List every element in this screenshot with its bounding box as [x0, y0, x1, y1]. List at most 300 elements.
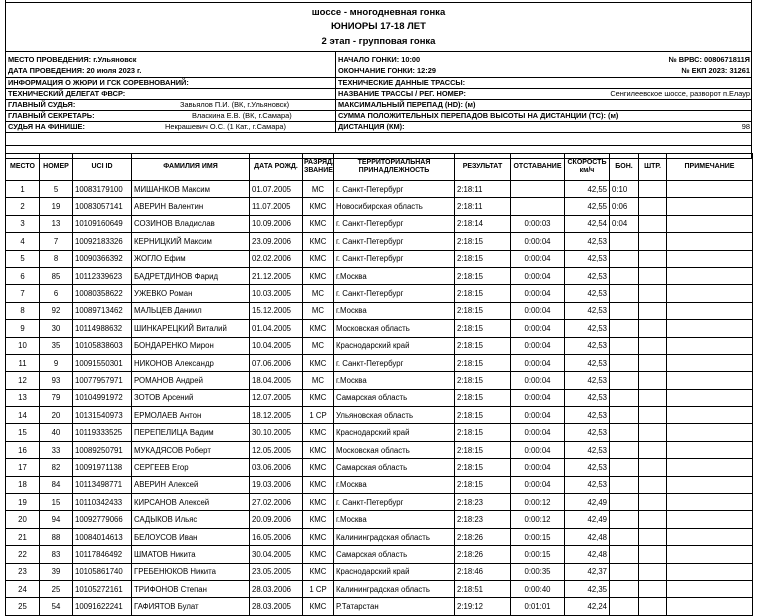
cell-bonus [610, 424, 639, 441]
table-row [6, 215, 753, 232]
cell-number: 94 [40, 511, 73, 528]
cell-birth-date: 10.03.2005 [250, 285, 303, 302]
cell-gap: 0:00:04 [511, 459, 565, 476]
race-type: шоссе - многодневная гонка [311, 7, 446, 18]
cell-birth-date: 30.04.2005 [250, 546, 303, 563]
cell-number: 7 [40, 233, 73, 250]
cell-place: 22 [6, 546, 40, 563]
cell-uci-id: 10089713462 [73, 302, 132, 319]
cell-result: 2:18:15 [455, 372, 511, 389]
cell-gap: 0:00:04 [511, 302, 565, 319]
maxdiff-label: МАКСИМАЛЬНЫЙ ПЕРЕПАД (HD): (м) [338, 100, 476, 109]
cell-uci-id: 10113498771 [73, 476, 132, 493]
track-label: НАЗВАНИЕ ТРАССЫ / РЕГ. НОМЕР: [338, 89, 466, 98]
judge-value: Завьялов П.И. (ВК, г.Ульяновск) [180, 100, 290, 109]
cell-uci-id: 10092779066 [73, 511, 132, 528]
table-row [6, 494, 753, 511]
cell-number: 39 [40, 563, 73, 580]
cell-region: г. Санкт-Петербург [334, 354, 455, 371]
cell-uci-id: 10119333525 [73, 424, 132, 441]
cell-region: г. Санкт-Петербург [334, 181, 455, 198]
cell-speed: 42,53 [565, 337, 610, 354]
cell-penalty [639, 389, 667, 406]
col-note-header: ПРИМЕЧАНИЕ [667, 154, 753, 181]
cell-result: 2:18:26 [455, 528, 511, 545]
results-table [5, 153, 753, 616]
cell-number: 9 [40, 354, 73, 371]
cell-note [667, 441, 753, 458]
vrvs-number: № ВРВС: 0080671811Я [668, 55, 750, 64]
table-row [6, 598, 753, 615]
cell-speed: 42,53 [565, 250, 610, 267]
cell-result: 2:18:15 [455, 285, 511, 302]
table-header-row [6, 154, 753, 181]
cell-result: 2:18:11 [455, 181, 511, 198]
cell-bonus [610, 337, 639, 354]
table-row [6, 528, 753, 545]
cell-region: г. Санкт-Петербург [334, 250, 455, 267]
cell-rank: МС [303, 181, 334, 198]
date: ДАТА ПРОВЕДЕНИЯ: 20 июля 2023 г. [8, 66, 142, 75]
cell-result: 2:18:15 [455, 424, 511, 441]
table-row [6, 302, 753, 319]
cell-rank: КМС [303, 250, 334, 267]
cell-bonus [610, 233, 639, 250]
cell-rider-name: СЕРГЕЕВ Егор [132, 459, 250, 476]
cell-gap: 0:00:04 [511, 441, 565, 458]
cell-region: г. Санкт-Петербург [334, 494, 455, 511]
cell-place: 4 [6, 233, 40, 250]
cell-penalty [639, 528, 667, 545]
cell-uci-id: 10112339623 [73, 267, 132, 284]
cell-rider-name: АВЕРИН Алексей [132, 476, 250, 493]
cell-speed: 42,53 [565, 302, 610, 319]
cell-number: 20 [40, 407, 73, 424]
cell-birth-date: 18.12.2005 [250, 407, 303, 424]
cell-gap: 0:00:04 [511, 424, 565, 441]
cell-place: 3 [6, 215, 40, 232]
cell-result: 2:18:15 [455, 337, 511, 354]
cell-uci-id: 10089250791 [73, 441, 132, 458]
cell-note [667, 181, 753, 198]
cell-region: г.Москва [334, 267, 455, 284]
cell-penalty [639, 372, 667, 389]
cell-bonus [610, 441, 639, 458]
cell-speed: 42,53 [565, 372, 610, 389]
cell-place: 23 [6, 563, 40, 580]
cell-speed: 42,53 [565, 441, 610, 458]
cell-place: 6 [6, 267, 40, 284]
cell-rank: 1 СР [303, 580, 334, 597]
place: МЕСТО ПРОВЕДЕНИЯ: г.Ульяновск [8, 55, 137, 64]
cell-result: 2:18:23 [455, 494, 511, 511]
cell-rank: КМС [303, 598, 334, 615]
cell-bonus [610, 372, 639, 389]
cell-bonus: 0:06 [610, 198, 639, 215]
table-row [6, 372, 753, 389]
cell-gap: 0:00:15 [511, 546, 565, 563]
cell-speed: 42,53 [565, 389, 610, 406]
cell-result: 2:18:15 [455, 476, 511, 493]
cell-bonus [610, 250, 639, 267]
cell-bonus [610, 546, 639, 563]
table-row [6, 407, 753, 424]
cell-uci-id: 10105838603 [73, 337, 132, 354]
cell-place: 16 [6, 441, 40, 458]
cell-speed: 42,37 [565, 563, 610, 580]
cell-rider-name: УЖЕВКО Роман [132, 285, 250, 302]
cell-number: 8 [40, 250, 73, 267]
cell-result: 2:19:12 [455, 598, 511, 615]
cell-penalty [639, 494, 667, 511]
col-penalty-header: ШТР. [639, 154, 667, 181]
cell-note [667, 494, 753, 511]
cell-gap: 0:00:35 [511, 563, 565, 580]
table-row [6, 354, 753, 371]
cell-rider-name: РОМАНОВ Андрей [132, 372, 250, 389]
cell-note [667, 372, 753, 389]
cell-result: 2:18:23 [455, 511, 511, 528]
cell-number: 5 [40, 181, 73, 198]
finish-judge-label: СУДЬЯ НА ФИНИШЕ: [8, 122, 85, 131]
cell-region: Ульяновская область [334, 407, 455, 424]
cell-rank: КМС [303, 441, 334, 458]
table-row [6, 459, 753, 476]
cell-gap: 0:00:04 [511, 354, 565, 371]
cell-note [667, 267, 753, 284]
cell-rank: КМС [303, 511, 334, 528]
cell-number: 25 [40, 580, 73, 597]
cell-gap: 0:00:12 [511, 494, 565, 511]
col-gap-header: ОТСТАВАНИЕ [511, 154, 565, 181]
cell-place: 9 [6, 320, 40, 337]
cell-rank: КМС [303, 424, 334, 441]
cell-rider-name: НИКОНОВ Александр [132, 354, 250, 371]
cell-penalty [639, 407, 667, 424]
cell-bonus [610, 494, 639, 511]
cell-rank: КМС [303, 528, 334, 545]
cell-rank: КМС [303, 494, 334, 511]
cell-birth-date: 01.07.2005 [250, 181, 303, 198]
col-bonus-header: БОН. [610, 154, 639, 181]
col-number-header: НОМЕР [40, 154, 73, 181]
cell-result: 2:18:15 [455, 441, 511, 458]
cell-number: 88 [40, 528, 73, 545]
cell-penalty [639, 285, 667, 302]
distance-value: 98 [741, 122, 750, 131]
table-row [6, 267, 753, 284]
cell-gap: 0:00:04 [511, 407, 565, 424]
cell-rank: КМС [303, 459, 334, 476]
cell-gap: 0:00:04 [511, 250, 565, 267]
cell-place: 10 [6, 337, 40, 354]
table-row [6, 181, 753, 198]
cell-place: 21 [6, 528, 40, 545]
cell-note [667, 511, 753, 528]
cell-birth-date: 16.05.2006 [250, 528, 303, 545]
cell-bonus [610, 302, 639, 319]
start-time: НАЧАЛО ГОНКИ: 10:00 [338, 55, 421, 64]
divider [5, 51, 751, 52]
cell-result: 2:18:15 [455, 250, 511, 267]
cell-penalty [639, 354, 667, 371]
cell-number: 33 [40, 441, 73, 458]
cell-penalty [639, 320, 667, 337]
cell-region: Самарская область [334, 546, 455, 563]
cell-region: г. Санкт-Петербург [334, 215, 455, 232]
cell-place: 11 [6, 354, 40, 371]
cell-bonus [610, 459, 639, 476]
cell-number: 19 [40, 198, 73, 215]
cell-rider-name: ГАФИЯТОВ Булат [132, 598, 250, 615]
cell-place: 1 [6, 181, 40, 198]
cell-gap: 0:00:04 [511, 372, 565, 389]
cell-note [667, 546, 753, 563]
cell-number: 6 [40, 285, 73, 302]
cell-gap [511, 181, 565, 198]
cell-speed: 42,53 [565, 320, 610, 337]
cell-region: Московская область [334, 320, 455, 337]
cell-note [667, 302, 753, 319]
cell-uci-id: 10110342433 [73, 494, 132, 511]
cell-birth-date: 21.12.2005 [250, 267, 303, 284]
table-row [6, 580, 753, 597]
cell-birth-date: 19.03.2006 [250, 476, 303, 493]
col-uci-header: UCI ID [73, 154, 132, 181]
cell-penalty [639, 441, 667, 458]
cell-region: г. Санкт-Петербург [334, 233, 455, 250]
cell-note [667, 580, 753, 597]
finish-judge-value: Некрашевич О.С. (1 Кат., г.Самара) [165, 122, 286, 131]
cell-speed: 42,35 [565, 580, 610, 597]
judge-label: ГЛАВНЫЙ СУДЬЯ: [8, 100, 76, 109]
cell-bonus [610, 320, 639, 337]
cell-region: Калининградская область [334, 580, 455, 597]
cell-place: 8 [6, 302, 40, 319]
col-result-header: РЕЗУЛЬТАТ [455, 154, 511, 181]
cell-number: 35 [40, 337, 73, 354]
cell-place: 18 [6, 476, 40, 493]
column-divider [335, 51, 336, 132]
cell-rank: 1 СР [303, 407, 334, 424]
cell-birth-date: 28.03.2006 [250, 580, 303, 597]
cell-place: 2 [6, 198, 40, 215]
ekp-number: № ЕКП 2023: 31261 [681, 66, 750, 75]
cell-result: 2:18:15 [455, 320, 511, 337]
cell-rider-name: МАЛЬЦЕВ Даниил [132, 302, 250, 319]
cell-uci-id: 10080358622 [73, 285, 132, 302]
cell-gap: 0:00:04 [511, 233, 565, 250]
table-row [6, 546, 753, 563]
cell-uci-id: 10084014613 [73, 528, 132, 545]
results-body [6, 181, 753, 616]
cell-region: Краснодарский край [334, 563, 455, 580]
cell-rider-name: АВЕРИН Валентин [132, 198, 250, 215]
cell-gap [511, 198, 565, 215]
cell-place: 25 [6, 598, 40, 615]
distance-label: ДИСТАНЦИЯ (КМ): [338, 122, 405, 131]
cell-rank: МС [303, 285, 334, 302]
cell-region: Калининградская область [334, 528, 455, 545]
cell-bonus [610, 354, 639, 371]
cell-place: 20 [6, 511, 40, 528]
cell-bonus [610, 528, 639, 545]
cell-speed: 42,24 [565, 598, 610, 615]
col-rank-header: РАЗРЯД, ЗВАНИЕ [303, 154, 334, 181]
cell-uci-id: 10083179100 [73, 181, 132, 198]
cell-note [667, 424, 753, 441]
cell-note [667, 459, 753, 476]
cell-gap: 0:00:04 [511, 337, 565, 354]
cell-gap: 0:00:04 [511, 320, 565, 337]
cell-uci-id: 10117846492 [73, 546, 132, 563]
stage-title: 2 этап - групповая гонка [321, 36, 436, 47]
cell-speed: 42,48 [565, 546, 610, 563]
cell-gap: 0:00:04 [511, 285, 565, 302]
cell-birth-date: 12.05.2005 [250, 441, 303, 458]
cell-speed: 42,53 [565, 354, 610, 371]
cell-note [667, 215, 753, 232]
cell-speed: 42,49 [565, 511, 610, 528]
cell-birth-date: 12.07.2005 [250, 389, 303, 406]
cell-speed: 42,53 [565, 459, 610, 476]
cell-number: 92 [40, 302, 73, 319]
table-row [6, 476, 753, 493]
cell-bonus [610, 267, 639, 284]
cell-region: г.Москва [334, 511, 455, 528]
cell-uci-id: 10091622241 [73, 598, 132, 615]
cell-result: 2:18:11 [455, 198, 511, 215]
cell-bonus [610, 476, 639, 493]
cell-region: г. Санкт-Петербург [334, 285, 455, 302]
cell-rider-name: МИШАНКОВ Максим [132, 181, 250, 198]
cell-birth-date: 30.10.2005 [250, 424, 303, 441]
cell-note [667, 354, 753, 371]
cell-penalty [639, 337, 667, 354]
cell-speed: 42,55 [565, 198, 610, 215]
divider [5, 145, 751, 146]
cell-note [667, 198, 753, 215]
cell-uci-id: 10091550301 [73, 354, 132, 371]
cell-birth-date: 02.02.2006 [250, 250, 303, 267]
col-region-header: ТЕРРИТОРИАЛЬНАЯ ПРИНАДЛЕЖНОСТЬ [334, 154, 455, 181]
cell-bonus: 0:04 [610, 215, 639, 232]
cell-gap: 0:00:04 [511, 267, 565, 284]
cell-gap: 0:00:04 [511, 476, 565, 493]
cell-penalty [639, 459, 667, 476]
cell-number: 40 [40, 424, 73, 441]
cell-uci-id: 10109160649 [73, 215, 132, 232]
cell-rider-name: ПЕРЕПЕЛИЦА Вадим [132, 424, 250, 441]
cell-note [667, 407, 753, 424]
cell-speed: 42,53 [565, 424, 610, 441]
cell-uci-id: 10105272161 [73, 580, 132, 597]
cell-uci-id: 10091971138 [73, 459, 132, 476]
table-row [6, 424, 753, 441]
cell-bonus [610, 389, 639, 406]
cell-region: г.Москва [334, 476, 455, 493]
cell-speed: 42,53 [565, 233, 610, 250]
cell-result: 2:18:46 [455, 563, 511, 580]
cell-result: 2:18:15 [455, 267, 511, 284]
cell-penalty [639, 233, 667, 250]
cell-gap: 0:00:40 [511, 580, 565, 597]
cell-speed: 42,53 [565, 476, 610, 493]
cell-penalty [639, 267, 667, 284]
cell-penalty [639, 215, 667, 232]
cell-rider-name: ГРЕБЕНЮКОВ Никита [132, 563, 250, 580]
table-row [6, 511, 753, 528]
cell-bonus [610, 580, 639, 597]
cell-birth-date: 18.04.2005 [250, 372, 303, 389]
cell-place: 17 [6, 459, 40, 476]
cell-penalty [639, 250, 667, 267]
sumdiff-label: СУММА ПОЛОЖИТЕЛЬНЫХ ПЕРЕПАДОВ ВЫСОТЫ НА ДИСТАНЦИИ (ТС): (м) [338, 111, 619, 120]
cell-birth-date: 07.06.2006 [250, 354, 303, 371]
table-row [6, 250, 753, 267]
table-row [6, 337, 753, 354]
cell-birth-date: 28.03.2005 [250, 598, 303, 615]
cell-result: 2:18:15 [455, 389, 511, 406]
cell-gap: 0:00:15 [511, 528, 565, 545]
cell-speed: 42,48 [565, 528, 610, 545]
cell-region: Самарская область [334, 389, 455, 406]
cell-rank: МС [303, 372, 334, 389]
cell-rider-name: БОНДАРЕНКО Мирон [132, 337, 250, 354]
cell-birth-date: 10.04.2005 [250, 337, 303, 354]
col-speed-header: СКОРОСТЬ км/ч [565, 154, 610, 181]
cell-region: Краснодарский край [334, 337, 455, 354]
cell-note [667, 285, 753, 302]
cell-penalty [639, 580, 667, 597]
cell-rank: КМС [303, 389, 334, 406]
cell-rider-name: КИРСАНОВ Алексей [132, 494, 250, 511]
cell-birth-date: 15.12.2005 [250, 302, 303, 319]
divider [5, 132, 751, 133]
cell-number: 83 [40, 546, 73, 563]
cell-place: 24 [6, 580, 40, 597]
cell-speed: 42,53 [565, 407, 610, 424]
cell-penalty [639, 511, 667, 528]
cell-note [667, 389, 753, 406]
secretary-value: Власкина Е.В. (ВК, г.Самара) [192, 111, 292, 120]
cell-number: 79 [40, 389, 73, 406]
cell-number: 30 [40, 320, 73, 337]
cell-birth-date: 10.09.2006 [250, 215, 303, 232]
cell-result: 2:18:51 [455, 580, 511, 597]
cell-gap: 0:00:03 [511, 215, 565, 232]
cell-rank: КМС [303, 546, 334, 563]
cell-speed: 42,49 [565, 494, 610, 511]
cell-region: Московская область [334, 441, 455, 458]
cell-birth-date: 03.06.2006 [250, 459, 303, 476]
col-birth-header: ДАТА РОЖД. [250, 154, 303, 181]
cell-birth-date: 27.02.2006 [250, 494, 303, 511]
cell-birth-date: 23.09.2006 [250, 233, 303, 250]
cell-place: 5 [6, 250, 40, 267]
cell-number: 84 [40, 476, 73, 493]
cell-rank: КМС [303, 354, 334, 371]
cell-place: 19 [6, 494, 40, 511]
cell-rank: КМС [303, 563, 334, 580]
cell-gap: 0:00:12 [511, 511, 565, 528]
cell-note [667, 233, 753, 250]
cell-bonus [610, 285, 639, 302]
cell-number: 13 [40, 215, 73, 232]
cell-rider-name: ШИНКАРЕЦКИЙ Виталий [132, 320, 250, 337]
cell-number: 93 [40, 372, 73, 389]
cell-uci-id: 10083057141 [73, 198, 132, 215]
